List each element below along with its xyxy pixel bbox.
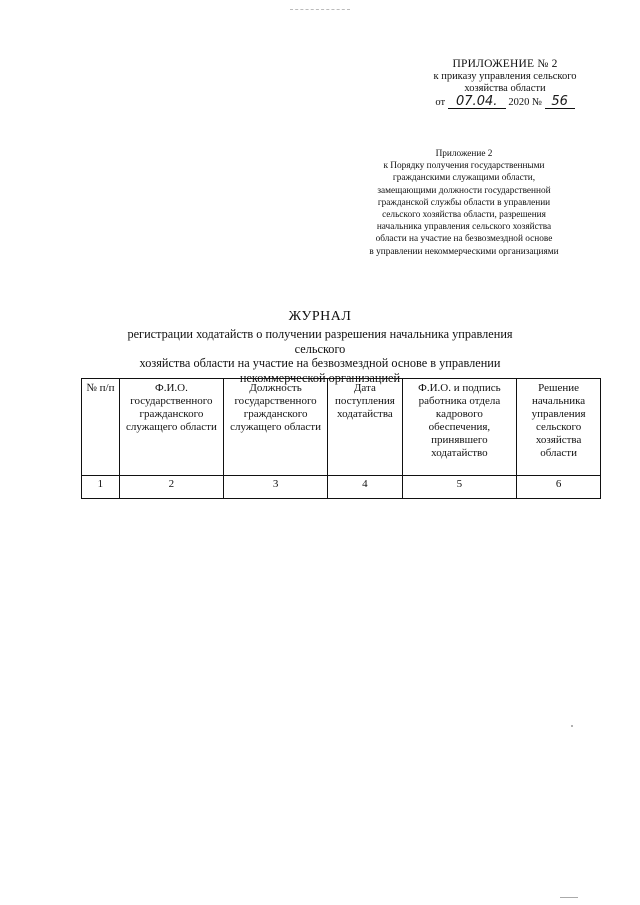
journal-subtitle-line: некоммерческой организацией xyxy=(239,370,401,385)
table-row xyxy=(82,476,601,499)
appendix2-line: гражданскими служащими области, xyxy=(392,173,536,184)
appendix2-line: начальника управления сельского хозяйства xyxy=(376,222,552,233)
column-header-decision: Решение начальника управления сельского хозяйства области xyxy=(517,379,601,476)
table-header-row xyxy=(82,379,601,476)
column-header-full-name: Ф.И.О. государственного гражданского служащего области xyxy=(119,379,223,476)
appendix2-line: гражданской службы области в управлении xyxy=(377,197,551,208)
column-number-cell: 6 xyxy=(517,476,601,499)
order-date-line xyxy=(400,93,610,110)
scan-top-mark xyxy=(290,9,350,10)
scan-speck xyxy=(571,725,573,727)
appendix2-line: сельского хозяйства области, разрешения xyxy=(382,210,546,221)
column-number-cell: 2 xyxy=(119,476,223,499)
column-header-number: № п/п xyxy=(82,379,120,476)
appendix2-block xyxy=(350,148,578,258)
appendix2-line: замещающими должности государственной xyxy=(377,185,551,196)
journal-subtitle-line: хозяйства области на участие на безвозмездной основе в управлении xyxy=(139,356,501,370)
appendix2-line: Приложение 2 xyxy=(435,149,493,159)
journal-title: ЖУРНАЛ xyxy=(288,309,352,324)
appendix2-line: области на участие на безвозмездной основе xyxy=(375,234,553,245)
journal-subtitle-line: регистрации ходатайств о получении разрешения начальника управления сельского xyxy=(127,327,513,356)
column-number-cell: 1 xyxy=(82,476,120,499)
journal-title-block xyxy=(110,309,530,385)
appendix2-line: в управлении некоммерческими организациями xyxy=(369,246,559,257)
journal-subtitle xyxy=(110,327,530,385)
journal-table xyxy=(81,378,601,499)
appendix2-line: к Порядку получения государственными xyxy=(383,161,545,172)
column-number-cell: 3 xyxy=(224,476,328,499)
appendix-header xyxy=(400,58,610,109)
column-number-cell: 5 xyxy=(402,476,517,499)
column-header-hr-officer: Ф.И.О. и подпись работника отдела кадрового обеспечения, принявшего ходатайство xyxy=(402,379,517,476)
column-header-date: Дата поступления ходатайства xyxy=(328,379,403,476)
scan-bottom-mark xyxy=(560,897,578,898)
handwritten-date: 07.04. xyxy=(448,96,506,109)
date-prefix: от xyxy=(435,96,446,108)
handwritten-number: 56 xyxy=(545,96,575,109)
appendix-title: ПРИЛОЖЕНИЕ № 2 xyxy=(452,58,558,70)
column-number-cell: 4 xyxy=(328,476,403,499)
appendix-line-2: хозяйства области xyxy=(464,83,546,94)
appendix-line-1: к приказу управления сельского xyxy=(433,70,577,82)
year-text: 2020 № xyxy=(508,96,542,108)
column-header-position: Должность государственного гражданского служащего области xyxy=(224,379,328,476)
